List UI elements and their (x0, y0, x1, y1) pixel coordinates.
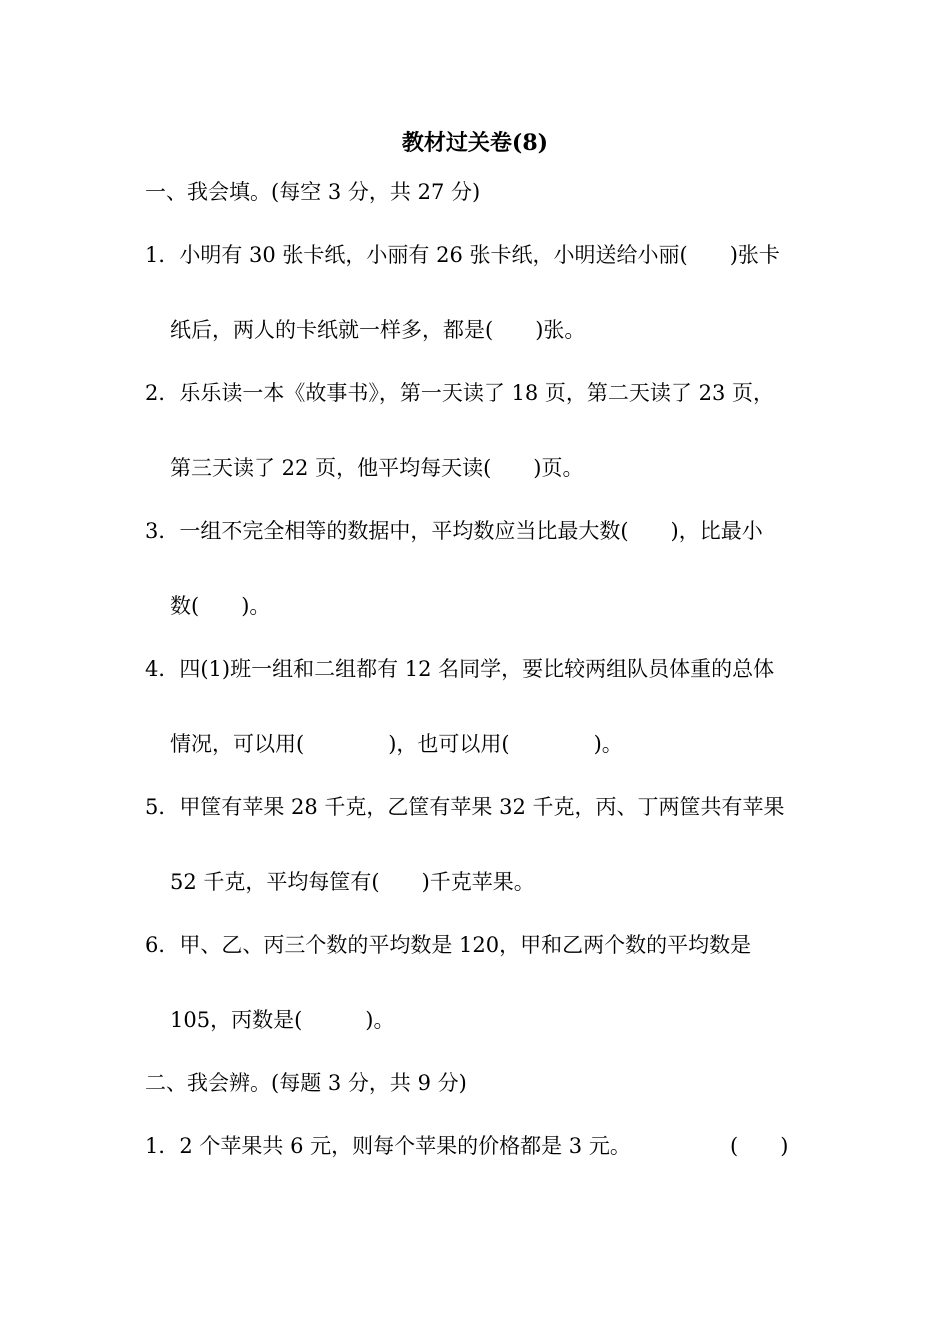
question-5-line-2: 52 千克，平均每筐有( )千克苹果。 (170, 870, 535, 894)
question-6-line-2: 105，丙数是( )。 (170, 1008, 395, 1032)
question-4-line-2: 情况，可以用( )，也可以用( )。 (170, 732, 623, 756)
judge-question-1-answer-box[interactable]: ( ) (730, 1134, 789, 1158)
section1-heading: 一、我会填。(每空 3 分，共 27 分) (145, 180, 481, 204)
question-4-line-1: 4．四(1)班一组和二组都有 12 名同学，要比较两组队员体重的总体 (145, 657, 775, 681)
question-5-line-1: 5．甲筐有苹果 28 千克，乙筐有苹果 32 千克，丙、丁两筐共有苹果 (145, 795, 785, 819)
question-1-line-2: 纸后，两人的卡纸就一样多，都是( )张。 (170, 318, 586, 342)
question-2-line-1: 2．乐乐读一本《故事书》，第一天读了 18 页，第二天读了 23 页， (145, 381, 775, 405)
question-3-line-1: 3．一组不完全相等的数据中，平均数应当比最大数( )，比最小 (145, 519, 763, 543)
exam-title: 教材过关卷(8) (401, 130, 549, 156)
question-6-line-1: 6．甲、乙、丙三个数的平均数是 120，甲和乙两个数的平均数是 (145, 933, 752, 957)
question-3-line-2: 数( )。 (170, 594, 271, 618)
judge-question-1-text: 1．2 个苹果共 6 元，则每个苹果的价格都是 3 元。 (145, 1134, 631, 1158)
question-2-line-2: 第三天读了 22 页，他平均每天读( )页。 (170, 456, 584, 480)
question-1-line-1: 1．小明有 30 张卡纸，小丽有 26 张卡纸，小明送给小丽( )张卡 (145, 243, 780, 267)
section2-heading: 二、我会辨。(每题 3 分，共 9 分) (145, 1071, 467, 1095)
